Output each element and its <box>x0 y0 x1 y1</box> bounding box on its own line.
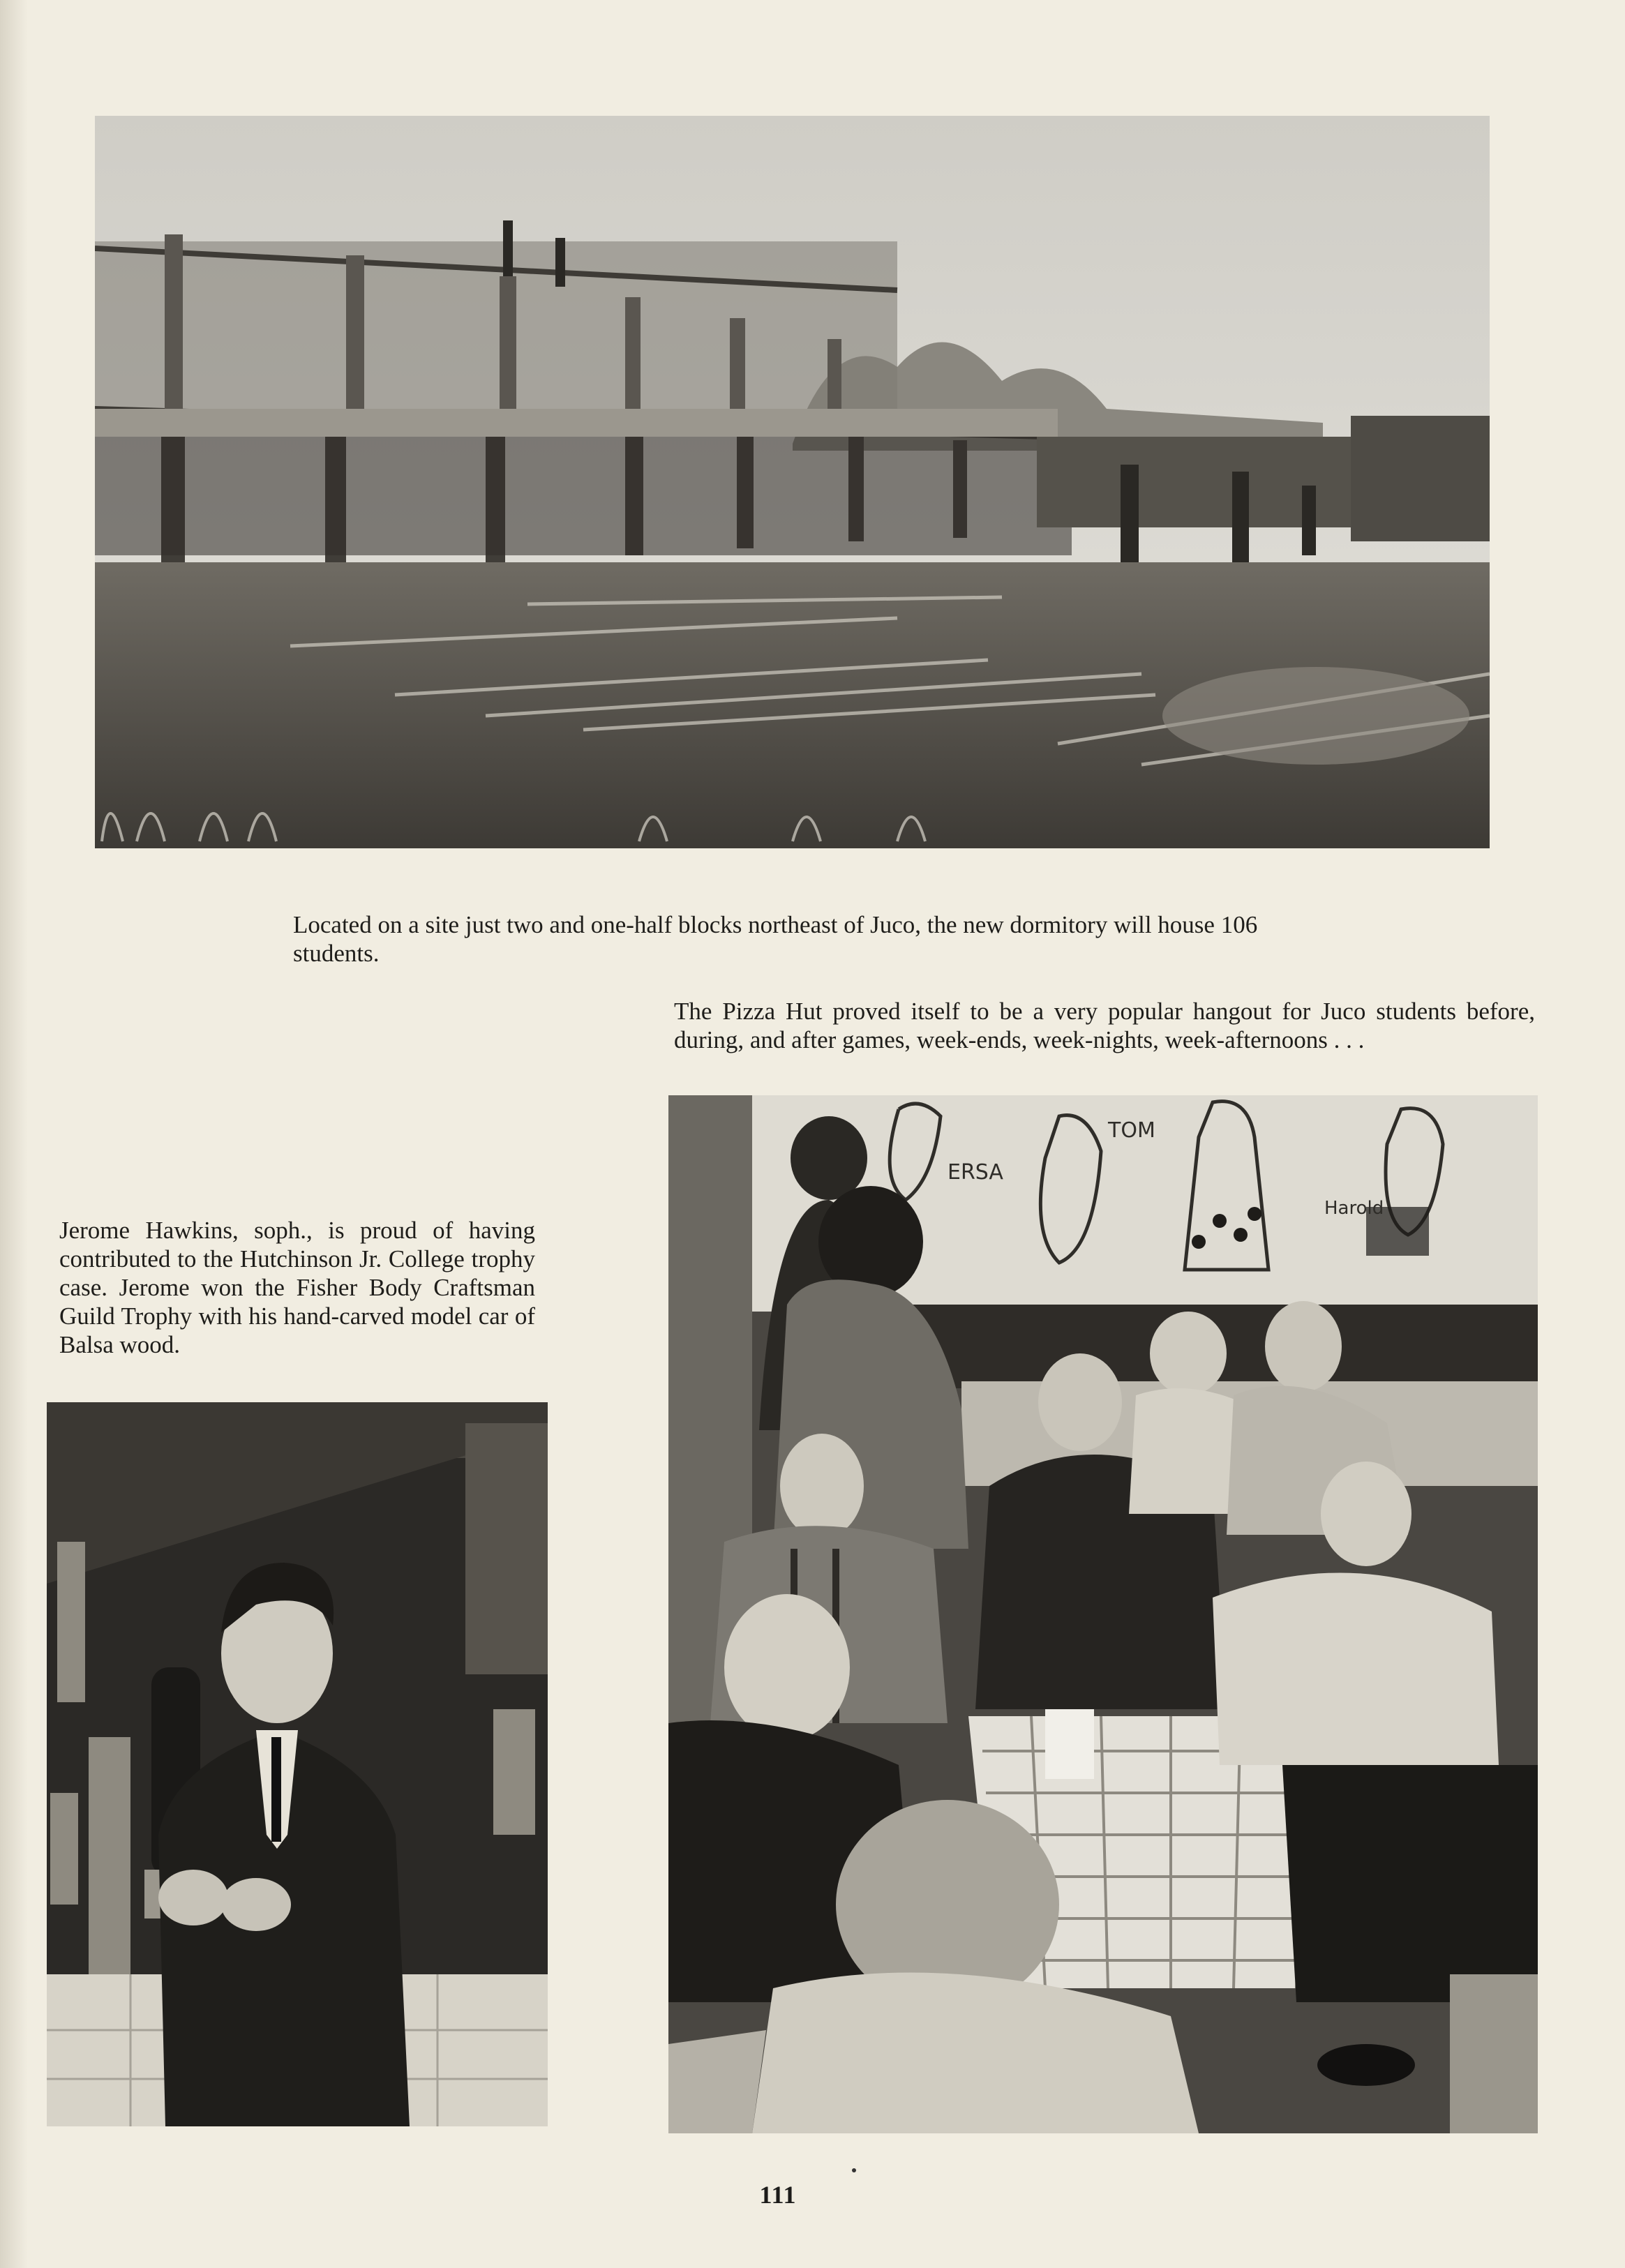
page-number: 111 <box>759 2181 797 2209</box>
mural-name-ersa: ERSA <box>948 1160 1003 1185</box>
page-gutter-shade <box>0 0 28 2268</box>
jerome-hawkins-caption: Jerome Hawkins, soph., is proud of having contributed to the Hutchinson Jr. College trophy case. Jerome won the Fisher Body Craftsman Guild Trophy with his hand-carved model car of Balsa wood. <box>59 1217 535 1358</box>
print-dot <box>852 2168 856 2172</box>
pizza-hut-caption: The Pizza Hut proved itself to be a very popular hangout for Juco students before, during, and after games, week-ends, week-nights, week-afternoons . . . <box>674 998 1535 1053</box>
mural-name-tom: TOM <box>1108 1118 1155 1143</box>
pizza-hut-photo <box>668 1095 1538 2133</box>
mural-name-harold: Harold <box>1324 1198 1384 1219</box>
dormitory-construction-photo <box>95 116 1490 848</box>
dormitory-caption: Located on a site just two and one-half blocks northeast of Juco, the new dormitory will house 106 students. <box>293 911 1258 967</box>
jerome-hawkins-photo <box>47 1402 548 2126</box>
